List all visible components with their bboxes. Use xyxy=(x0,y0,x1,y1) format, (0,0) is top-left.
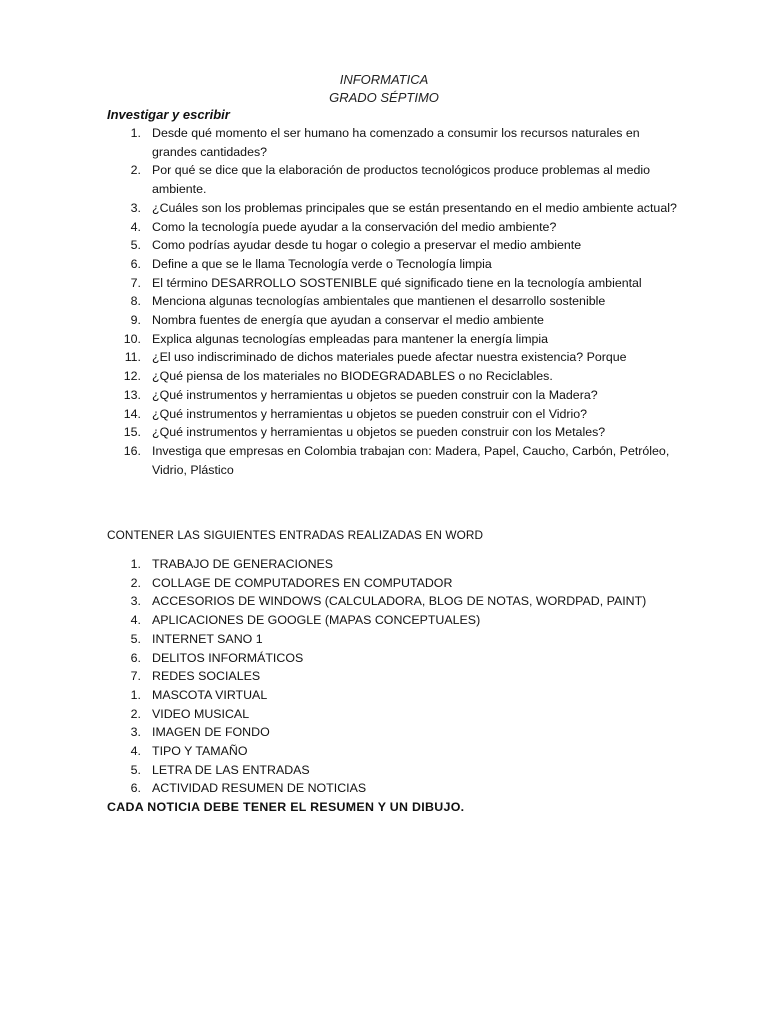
question-item xyxy=(117,292,677,311)
question-item xyxy=(117,161,677,198)
question-text: Investiga que empresas en Colombia trabajan con: Madera, Papel, Caucho, Carbón, Petróleo, Vidrio, Plástico xyxy=(152,443,670,477)
question-text: ¿Qué instrumentos y herramientas u objetos se pueden construir con los Metales? xyxy=(152,425,606,440)
entry-number: 3. xyxy=(130,725,141,740)
entry-text: LETRA DE LAS ENTRADAS xyxy=(152,762,310,777)
entry-item xyxy=(117,555,677,574)
entry-text: COLLAGE DE COMPUTADORES EN COMPUTADOR xyxy=(152,575,453,590)
entry-number: 3. xyxy=(130,594,141,609)
question-number: 10. xyxy=(123,331,141,346)
question-text: Menciona algunas tecnologías ambientales que mantienen el desarrollo sostenible xyxy=(152,294,606,309)
document-subtitle: GRADO SÉPTIMO xyxy=(329,90,439,105)
entry-text: INTERNET SANO 1 xyxy=(152,631,263,646)
entry-number: 7. xyxy=(130,669,141,684)
question-text: Por qué se dice que la elaboración de productos tecnológicos produce problemas al medio ambiente. xyxy=(152,163,651,197)
entry-item xyxy=(117,779,677,798)
question-text: ¿El uso indiscriminado de dichos materiales puede afectar nuestra existencia? Porque xyxy=(152,350,627,365)
question-number: 12. xyxy=(123,369,141,384)
question-number: 13. xyxy=(123,387,141,402)
question-text: Define a que se le llama Tecnología verde o Tecnología limpia xyxy=(152,256,492,271)
question-text: ¿Qué instrumentos y herramientas u objetos se pueden construir con la Madera? xyxy=(152,387,598,402)
question-text: ¿Qué piensa de los materiales no BIODEGRADABLES o no Reciclables. xyxy=(152,369,553,384)
entry-item xyxy=(117,649,677,668)
question-text: Como la tecnología puede ayudar a la conservación del medio ambiente? xyxy=(152,219,557,234)
entry-text: REDES SOCIALES xyxy=(152,669,261,684)
entry-number: 1. xyxy=(130,557,141,571)
entries-list xyxy=(117,555,677,798)
question-number: 14. xyxy=(123,406,141,421)
question-item xyxy=(117,311,677,330)
question-number: 9. xyxy=(130,313,141,328)
question-item xyxy=(117,423,677,442)
entry-number: 4. xyxy=(130,744,141,759)
entry-number: 6. xyxy=(130,781,141,796)
entry-number: 5. xyxy=(130,631,141,646)
entry-item xyxy=(117,742,677,761)
entry-text: TRABAJO DE GENERACIONES xyxy=(152,557,334,571)
question-item xyxy=(117,367,677,386)
question-number: 15. xyxy=(123,425,141,440)
entry-number: 2. xyxy=(130,575,141,590)
question-text: El término DESARROLLO SOSTENIBLE qué significado tiene en la tecnología ambiental xyxy=(152,275,642,290)
entry-number: 1. xyxy=(130,687,141,702)
entry-item xyxy=(117,630,677,649)
entry-item xyxy=(117,686,677,705)
entry-item xyxy=(117,667,677,686)
question-item xyxy=(117,236,677,255)
question-item xyxy=(117,442,677,479)
entries-heading: CONTENER LAS SIGUIENTES ENTRADAS REALIZADAS EN WORD xyxy=(107,528,484,542)
entry-item xyxy=(117,592,677,611)
entry-number: 4. xyxy=(130,613,141,628)
question-item xyxy=(117,348,677,367)
section-heading: Investigar y escribir xyxy=(107,107,230,122)
question-number: 8. xyxy=(130,294,141,309)
question-text: Explica algunas tecnologías empleadas para mantener la energía limpia xyxy=(152,331,549,346)
question-text: ¿Cuáles son los problemas principales que se están presentando en el medio ambiente actual? xyxy=(152,200,677,215)
question-number: 3. xyxy=(130,200,141,215)
question-item xyxy=(117,405,677,424)
entry-text: MASCOTA VIRTUAL xyxy=(152,687,268,702)
question-text: Desde qué momento el ser humano ha comenzado a consumir los recursos naturales en grandes cantidades? xyxy=(152,126,640,159)
question-number: 11. xyxy=(124,350,141,365)
question-item xyxy=(117,386,677,405)
question-number: 6. xyxy=(130,256,141,271)
question-list xyxy=(117,124,677,479)
entry-item xyxy=(117,705,677,724)
question-number: 2. xyxy=(130,163,141,178)
entry-item xyxy=(117,723,677,742)
entry-item xyxy=(117,611,677,630)
question-number: 7. xyxy=(130,275,141,290)
question-item xyxy=(117,330,677,349)
document-title: INFORMATICA xyxy=(339,72,429,87)
question-item xyxy=(117,274,677,293)
entry-item xyxy=(117,574,677,593)
question-item xyxy=(117,124,677,161)
question-text: Como podrías ayudar desde tu hogar o colegio a preservar el medio ambiente xyxy=(152,238,582,253)
entry-text: DELITOS INFORMÁTICOS xyxy=(152,650,304,665)
question-number: 4. xyxy=(130,219,141,234)
question-item xyxy=(117,218,677,237)
question-number: 5. xyxy=(130,238,141,253)
entry-text: APLICACIONES DE GOOGLE (MAPAS CONCEPTUALES) xyxy=(152,613,481,628)
entry-number: 6. xyxy=(130,650,141,665)
entry-item xyxy=(117,761,677,780)
entry-text: IMAGEN DE FONDO xyxy=(152,725,270,740)
question-text: Nombra fuentes de energía que ayudan a conservar el medio ambiente xyxy=(152,313,544,328)
question-item xyxy=(117,255,677,274)
entry-text: TIPO Y TAMAÑO xyxy=(152,744,248,759)
question-number: 16. xyxy=(123,443,141,458)
entry-text: ACTIVIDAD RESUMEN DE NOTICIAS xyxy=(152,781,367,796)
question-number: 1. xyxy=(130,126,141,140)
entry-text: VIDEO MUSICAL xyxy=(152,706,250,721)
entry-number: 5. xyxy=(130,762,141,777)
question-item xyxy=(117,199,677,218)
closing-note: CADA NOTICIA DEBE TENER EL RESUMEN Y UN DIBUJO. xyxy=(107,800,465,814)
entry-number: 2. xyxy=(130,706,141,721)
entry-text: ACCESORIOS DE WINDOWS (CALCULADORA, BLOG DE NOTAS, WORDPAD, PAINT) xyxy=(152,594,647,609)
question-text: ¿Qué instrumentos y herramientas u objetos se pueden construir con el Vidrio? xyxy=(152,406,588,421)
